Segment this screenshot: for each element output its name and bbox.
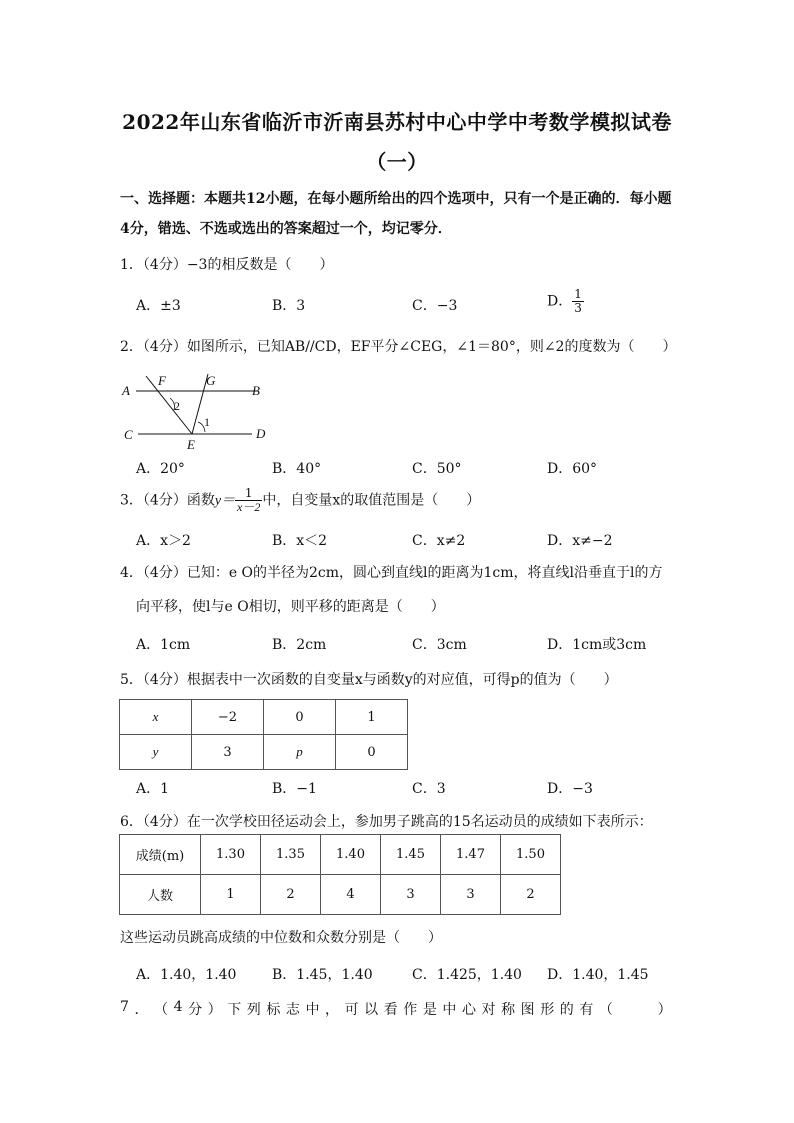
q6-option-a: A．1.40，1.40 bbox=[136, 967, 237, 983]
exam-subtitle: （一） bbox=[366, 150, 428, 174]
table-cell: 2 bbox=[501, 875, 561, 915]
table-cell: 0 bbox=[264, 700, 336, 735]
q2-option-b: B．40° bbox=[272, 461, 322, 477]
q6-table-row-score bbox=[120, 835, 561, 875]
line-ef bbox=[146, 376, 192, 434]
table-cell: 1.45 bbox=[381, 835, 441, 875]
q7-char: 是 bbox=[422, 1002, 437, 1018]
q1-option-d bbox=[547, 288, 584, 315]
q5-stem: 5．（4分）根据表中一次函数的自变量x与函数y的对应值，可得p的值为（ ） bbox=[120, 672, 618, 688]
q7-char: 称 bbox=[501, 1002, 516, 1018]
q3-stem bbox=[120, 487, 480, 514]
table-cell: y bbox=[120, 735, 192, 770]
label-a: A bbox=[122, 383, 130, 398]
q7-char: ． bbox=[134, 1002, 149, 1018]
q5-option-b: B．−1 bbox=[272, 781, 317, 797]
label-g: G bbox=[206, 373, 216, 388]
q2-option-a: A．20° bbox=[136, 461, 185, 477]
q4-option-a: A．1cm bbox=[136, 637, 191, 653]
q1-option-b: B．3 bbox=[272, 298, 306, 314]
q5-option-c: C．3 bbox=[412, 781, 446, 797]
q7-char: 4 bbox=[173, 999, 183, 1015]
q7-char bbox=[638, 999, 652, 1019]
q3-function-y: y＝ bbox=[214, 493, 236, 509]
q1-d-denominator: 3 bbox=[574, 301, 582, 315]
label-angle-1: 1 bbox=[204, 415, 210, 429]
q5-value-table bbox=[119, 699, 408, 770]
q6-question: 这些运动员跳高成绩的中位数和众数分别是（ ） bbox=[120, 930, 442, 946]
label-d: D bbox=[256, 426, 266, 441]
q4-stem-line1: 4．（4分）已知：e O的半径为2cm，圆心到直线l的距离为1cm，将直线l沿垂直于l的方 bbox=[120, 565, 663, 581]
table-cell: x bbox=[120, 700, 192, 735]
q6-option-d: D．1.40，1.45 bbox=[547, 967, 649, 983]
q3-stem-suffix: 中，自变量x的取值范围是（ ） bbox=[262, 492, 481, 509]
q6-option-c: C．1.425，1.40 bbox=[412, 967, 522, 983]
table-cell: −2 bbox=[192, 700, 264, 735]
q6-table-row-count bbox=[120, 875, 561, 915]
q1-option-d-fraction bbox=[572, 288, 584, 315]
q2-geometry-figure bbox=[118, 368, 278, 454]
q4-stem-line2: 向平移，使l与e O相切，则平移的距离是（ ） bbox=[136, 599, 445, 615]
table-cell: 1.40 bbox=[321, 835, 381, 875]
q2-option-c: C．50° bbox=[412, 461, 462, 477]
q7-char: 标 bbox=[266, 1002, 281, 1018]
q4-option-b: B．2cm bbox=[272, 637, 327, 653]
q7-char: ） bbox=[657, 1002, 672, 1018]
q3-option-b: B．x＜2 bbox=[272, 533, 328, 549]
q7-char: 中 bbox=[442, 1002, 457, 1018]
q3-function-fraction bbox=[235, 487, 262, 514]
table-cell: 3 bbox=[381, 875, 441, 915]
label-angle-2: 2 bbox=[174, 399, 180, 413]
q7-char: 看 bbox=[383, 1002, 398, 1018]
section-heading-line2: 4分，错选、不选或选出的答案超过一个，均记零分． bbox=[120, 221, 452, 237]
q7-char: 心 bbox=[461, 1002, 476, 1018]
q1-option-a: A．±3 bbox=[136, 298, 181, 314]
q7-stem bbox=[120, 999, 672, 1019]
table-cell: 1 bbox=[336, 700, 408, 735]
q3-numerator: 1 bbox=[235, 487, 262, 501]
table-cell: 1.30 bbox=[201, 835, 261, 875]
table-cell: 1 bbox=[201, 875, 261, 915]
q1-stem: 1．（4分）−3的相反数是（ ） bbox=[120, 257, 334, 273]
q6-option-b: B．1.45，1.40 bbox=[272, 967, 373, 983]
q3-denominator: x－2 bbox=[237, 500, 261, 514]
q4-option-c: C．3cm bbox=[412, 637, 467, 653]
table-cell: 1.47 bbox=[441, 835, 501, 875]
q4-option-d: D．1cm或3cm bbox=[547, 637, 647, 653]
label-b: B bbox=[252, 383, 260, 398]
q7-char: 分 bbox=[188, 1002, 203, 1018]
q1-d-numerator: 1 bbox=[574, 287, 582, 301]
q7-char: （ bbox=[598, 1002, 613, 1018]
q7-char: 7 bbox=[120, 999, 129, 1015]
q7-char: 可 bbox=[344, 1002, 359, 1018]
q1-option-c: C．−3 bbox=[412, 298, 458, 314]
q3-option-d: D．x≠−2 bbox=[547, 533, 613, 549]
table-cell: 3 bbox=[441, 875, 501, 915]
q7-char: 列 bbox=[246, 1002, 261, 1018]
q7-char: 图 bbox=[520, 1002, 535, 1018]
q7-char: 有 bbox=[579, 1002, 594, 1018]
exam-title: 2022年山东省临沂市沂南县苏村中心中学中考数学模拟试卷 bbox=[122, 110, 672, 134]
q2-option-d: D．60° bbox=[547, 461, 598, 477]
label-c: C bbox=[124, 427, 133, 442]
q6-score-table bbox=[119, 834, 561, 915]
table-cell: 成绩(m) bbox=[120, 835, 201, 875]
q7-char: 志 bbox=[285, 1002, 300, 1018]
q3-option-c: C．x≠2 bbox=[412, 533, 466, 549]
q7-char bbox=[618, 999, 632, 1019]
q3-option-a: A．x＞2 bbox=[136, 533, 191, 549]
q5-table-row-x bbox=[120, 700, 408, 735]
q5-option-a: A．1 bbox=[136, 781, 170, 797]
q7-char: 中 bbox=[305, 1002, 320, 1018]
table-cell: 1.50 bbox=[501, 835, 561, 875]
q2-stem: 2．（4分）如图所示，已知AB//CD，EF平分∠CEG，∠1＝80°，则∠2的度数为（ ） bbox=[120, 339, 677, 355]
label-e: E bbox=[187, 437, 195, 452]
table-cell: 2 bbox=[261, 875, 321, 915]
section-heading-line1: 一、选择题：本题共12小题，在每小题所给出的四个选项中，只有一个是正确的．每小题 bbox=[120, 191, 672, 207]
q7-char: 对 bbox=[481, 1002, 496, 1018]
q7-char: 下 bbox=[227, 1002, 242, 1018]
q7-char: 以 bbox=[364, 1002, 379, 1018]
q1-option-d-prefix: D． bbox=[547, 293, 573, 310]
q7-char: 形 bbox=[540, 1002, 555, 1018]
table-cell: p bbox=[264, 735, 336, 770]
table-cell: 0 bbox=[336, 735, 408, 770]
q5-option-d: D．−3 bbox=[547, 781, 593, 797]
table-cell: 人数 bbox=[120, 875, 201, 915]
q7-char: 作 bbox=[403, 1002, 418, 1018]
table-cell: 1.35 bbox=[261, 835, 321, 875]
q7-char: ） bbox=[207, 1002, 222, 1018]
q6-stem: 6．（4分）在一次学校田径运动会上，参加男子跳高的15名运动员的成绩如下表所示： bbox=[120, 814, 653, 830]
q3-stem-prefix: 3．（4分）函数 bbox=[120, 492, 215, 509]
q5-table-row-y bbox=[120, 735, 408, 770]
label-f: F bbox=[158, 373, 166, 388]
q7-char: 的 bbox=[559, 1002, 574, 1018]
q7-char: （ bbox=[154, 1002, 169, 1018]
table-cell: 3 bbox=[192, 735, 264, 770]
q7-char: ， bbox=[325, 1002, 340, 1018]
table-cell: 4 bbox=[321, 875, 381, 915]
